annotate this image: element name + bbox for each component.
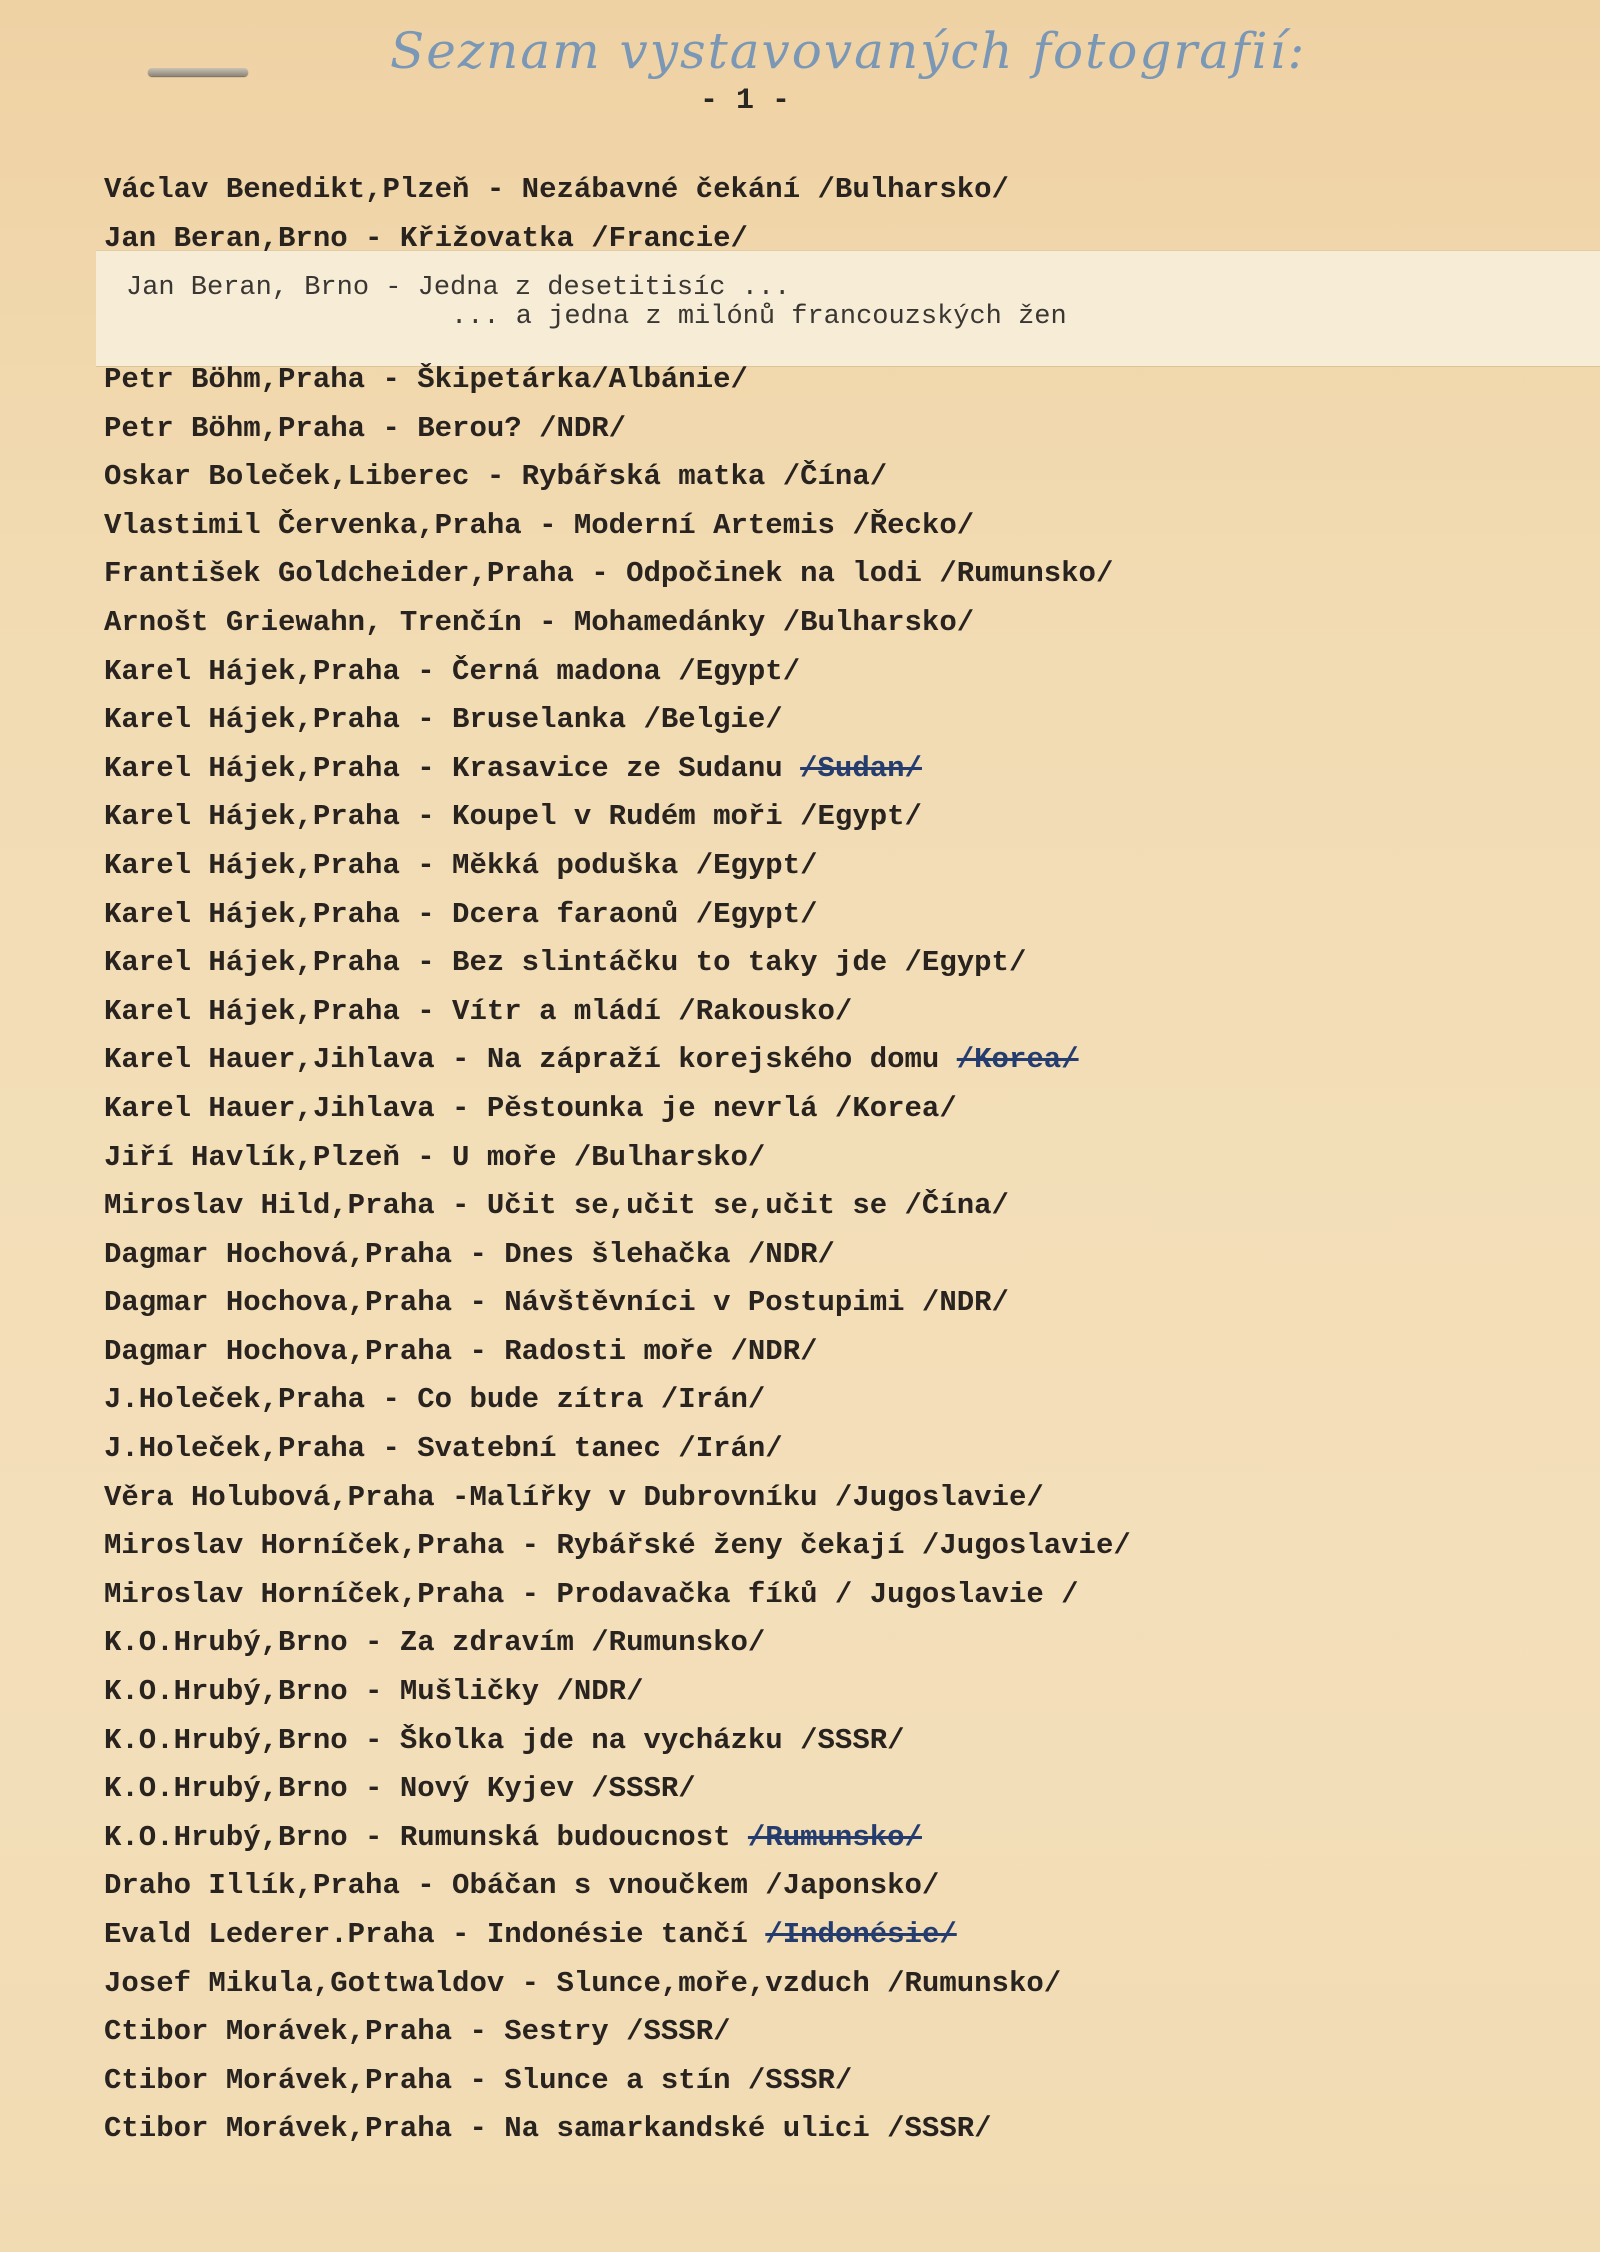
- entry-text: Oskar Boleček,Liberec - Rybářská matka /Čína/: [104, 460, 888, 494]
- page-number: - 1 -: [700, 84, 791, 118]
- list-item: [104, 1328, 1131, 1377]
- entry-text: Karel Hájek,Praha - Vítr a mládí /Rakousko/: [104, 994, 853, 1028]
- entry-text: Miroslav Horníček,Praha - Prodavačka fíků / Jugoslavie /: [104, 1577, 1079, 1611]
- list-item: [104, 1814, 1131, 1863]
- handwritten-title: Seznam vystavovaných fotografií:: [390, 22, 1307, 80]
- struck-country: /Sudan/: [800, 751, 922, 785]
- entry-text: K.O.Hrubý,Brno - Rumunská budoucnost: [104, 1820, 748, 1854]
- list-item: [104, 1425, 1131, 1474]
- list-item: [104, 1182, 1131, 1231]
- entries-list: [104, 356, 1131, 2154]
- entry-text: Petr Böhm,Praha - Berou? /NDR/: [104, 411, 627, 445]
- list-item: [104, 1911, 1131, 1960]
- entry-text: Karel Hauer,Jihlava - Pěstounka je nevrlá /Korea/: [104, 1091, 957, 1125]
- list-item: [104, 2008, 1131, 2057]
- entry-text: K.O.Hrubý,Brno - Za zdravím /Rumunsko/: [104, 1626, 766, 1660]
- entry-text: Ctibor Morávek,Praha - Na samarkandské ulici /SSSR/: [104, 2112, 992, 2146]
- entry-text: Karel Hauer,Jihlava - Na zápraží korejského domu: [104, 1043, 957, 1077]
- list-item: [104, 1036, 1131, 1085]
- entry-text: Karel Hájek,Praha - Bruselanka /Belgie/: [104, 703, 783, 737]
- list-item: [104, 1231, 1131, 1280]
- list-item: [104, 1522, 1131, 1571]
- list-item: [104, 745, 1131, 794]
- entry-text: Karel Hájek,Praha - Měkká poduška /Egypt/: [104, 848, 818, 882]
- entry-text: Dagmar Hochová,Praha - Dnes šlehačka /NDR/: [104, 1237, 835, 1271]
- list-item: [104, 1085, 1131, 1134]
- entry-text: J.Holeček,Praha - Svatební tanec /Irán/: [104, 1432, 783, 1466]
- list-item: [104, 453, 1131, 502]
- entries-top: [104, 166, 1009, 263]
- list-item: [104, 696, 1131, 745]
- entry-text: Draho Illík,Praha - Obáčan s vnoučkem /Japonsko/: [104, 1869, 940, 1903]
- list-item: [104, 648, 1131, 697]
- list-item: [104, 842, 1131, 891]
- list-item: [104, 1279, 1131, 1328]
- list-item: [104, 1474, 1131, 1523]
- struck-country: /Indonésie/: [765, 1918, 957, 1951]
- entry-text: Evald Lederer.Praha - Indonésie tančí: [104, 1918, 766, 1951]
- entry-text: K.O.Hrubý,Brno - Mušličky /NDR/: [104, 1675, 644, 1709]
- list-item: [104, 502, 1131, 551]
- list-item: [104, 988, 1131, 1037]
- entry-text: Miroslav Hild,Praha - Učit se,učit se,učit se /Čína/: [104, 1189, 1009, 1223]
- entry-text: Jan Beran,Brno - Křižovatka /Francie/: [104, 221, 748, 255]
- list-item: [104, 1376, 1131, 1425]
- entry-text: K.O.Hrubý,Brno - Školka jde na vycházku /SSSR/: [104, 1723, 905, 1757]
- list-item: [104, 2105, 1131, 2154]
- entry-text: Karel Hájek,Praha - Černá madona /Egypt/: [104, 654, 801, 688]
- struck-country: /Rumunsko/: [747, 1820, 922, 1854]
- list-item: [104, 1619, 1131, 1668]
- struck-country: /Korea/: [956, 1043, 1079, 1077]
- entry-text: František Goldcheider,Praha - Odpočinek na lodi /Rumunsko/: [104, 557, 1114, 591]
- entry-text: Karel Hájek,Praha - Koupel v Rudém moři /Egypt/: [104, 800, 922, 834]
- list-item: [104, 939, 1131, 988]
- entry-text: Dagmar Hochova,Praha - Návštěvníci v Postupimi /NDR/: [104, 1286, 1009, 1320]
- list-item: [104, 1668, 1131, 1717]
- list-item: [104, 891, 1131, 940]
- entry-text: Karel Hájek,Praha - Dcera faraonů /Egypt/: [104, 897, 818, 931]
- entry-text: Miroslav Horníček,Praha - Rybářské ženy čekají /Jugoslavie/: [104, 1529, 1131, 1563]
- entry-text: Karel Hájek,Praha - Krasavice ze Sudanu: [104, 751, 801, 785]
- list-item: [104, 599, 1131, 648]
- list-item: [104, 1765, 1131, 1814]
- entry-text: Ctibor Morávek,Praha - Slunce a stín /SSSR/: [104, 2063, 853, 2097]
- list-item: [104, 2057, 1131, 2106]
- entry-text: Václav Benedikt,Plzeň - Nezábavné čekání /Bulharsko/: [104, 173, 1009, 206]
- list-item: [104, 356, 1131, 405]
- entry-text: J.Holeček,Praha - Co bude zítra /Irán/: [104, 1383, 766, 1417]
- list-item: [104, 166, 1009, 215]
- list-item: [104, 1960, 1131, 2009]
- list-item: [104, 1134, 1131, 1183]
- entry-text: K.O.Hrubý,Brno - Nový Kyjev /SSSR/: [104, 1772, 696, 1806]
- entry-text: Věra Holubová,Praha -Malířky v Dubrovníku /Jugoslavie/: [104, 1480, 1044, 1514]
- entry-text: Josef Mikula,Gottwaldov - Slunce,moře,vzduch /Rumunsko/: [104, 1966, 1062, 2000]
- pasted-note-line-1: Jan Beran, Brno - Jedna z desetitisíc ...: [126, 273, 791, 303]
- pasted-note-line-2: ... a jedna z milónů francouzských žen: [451, 302, 1067, 332]
- entry-text: Jiří Havlík,Plzeň - U moře /Bulharsko/: [104, 1140, 766, 1174]
- list-item: [104, 1862, 1131, 1911]
- entry-text: Ctibor Morávek,Praha - Sestry /SSSR/: [104, 2015, 731, 2049]
- entry-text: Dagmar Hochova,Praha - Radosti moře /NDR/: [104, 1334, 818, 1368]
- pasted-note-strip: [96, 250, 1600, 367]
- list-item: [104, 1571, 1131, 1620]
- entry-text: Arnošt Griewahn, Trenčín - Mohamedánky /Bulharsko/: [104, 605, 975, 639]
- list-item: [104, 215, 1009, 264]
- entry-text: Vlastimil Červenka,Praha - Moderní Artemis /Řecko/: [104, 508, 975, 542]
- paper-clip: [148, 68, 248, 76]
- list-item: [104, 793, 1131, 842]
- list-item: [104, 1717, 1131, 1766]
- entry-text: Karel Hájek,Praha - Bez slintáčku to taky jde /Egypt/: [104, 946, 1027, 980]
- list-item: [104, 405, 1131, 454]
- list-item: [104, 550, 1131, 599]
- entry-text: Petr Böhm,Praha - Škipetárka/Albánie/: [104, 363, 748, 396]
